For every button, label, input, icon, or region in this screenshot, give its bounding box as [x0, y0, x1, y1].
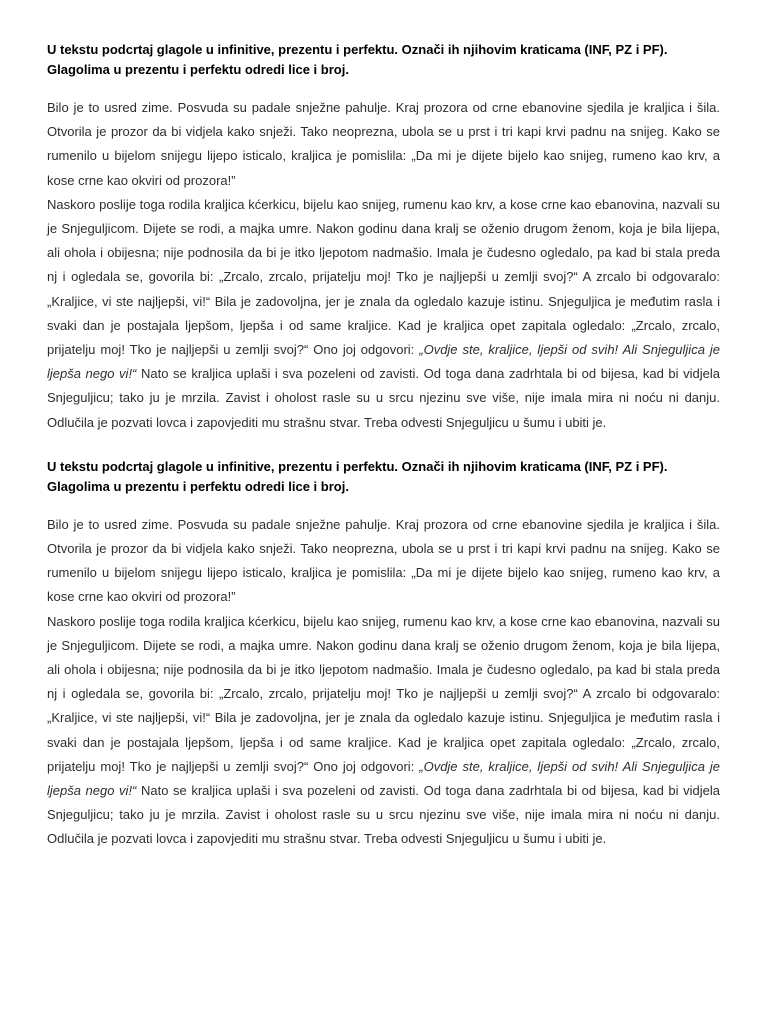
story-paragraph-1: Bilo je to usred zime. Posvuda su padale snježne pahulje. Kraj prozora od crne ebanovine sjedila je kraljica i šila. Otvorila je prozor da bi vidjela kako snježi. Tako neoprezna, ubola se u prst i tri kapi krvi padnu na snijeg. Kako se rumenilo u bijelom snijegu lijepo isticalo, kraljica je pomislila: „Da mi je dijete bijelo kao snijeg, rumeno kao krv, a kose crne kao okviri od prozora!”	[47, 516, 720, 605]
exercise-block-1	[47, 40, 720, 435]
story-paragraph-1: Bilo je to usred zime. Posvuda su padale snježne pahulje. Kraj prozora od crne ebanovine sjedila je kraljica i šila. Otvorila je prozor da bi vidjela kako snježi. Tako neoprezna, ubola se u prst i tri kapi krvi padnu na snijeg. Kako se rumenilo u bijelom snijegu lijepo isticalo, kraljica je pomislila: „Da mi je dijete bijelo kao snijeg, rumeno kao krv, a kose crne kao okviri od prozora!”	[47, 100, 720, 188]
story-text: Naskoro poslije toga rodila kraljica kćerkicu, bijelu kao snijeg, rumenu kao krv, a kose crne kao ebanovina, nazvali su je Snjeguljicom. Dijete se rodi, a majka umre. Nakon godinu dana kralj se oženio drugom ženom, koja je bila lijepa, ali ohola i obijesna; nije podnosila da bi je itko ljepotom nadmašio. Imala je čudesno ogledalo, pa kad bi stala preda nj i ogledala se, govorila bi: „Zrcalo, zrcalo, prijatelju moj! Tko je najljepši u zemlji svoj?“ A zrcalo bi odgovaralo: „Kraljice, vi ste najljepši, vi!“ Bila je zadovoljna, jer je znala da ogledalo kazuje istinu. Snjeguljica je međutim rasla i svaki dan je postajala ljepšom, ljepša i od same kraljice. Kad je kraljica opet zapitala ogledalo: „Zrcalo, zrcalo, prijatelju moj! Tko je najljepši u zemlji svoj?“ Ono joj odgovori:	[47, 613, 720, 774]
story-paragraph-2	[47, 610, 720, 852]
story-text: Nato se kraljica uplaši i sva pozeleni od zavisti. Od toga dana zadrhtala bi od bijesa, kad bi vidjela Snjeguljicu; tako ju je mrzila. Zavist i oholost rasle su u srcu njezinu sve više, nije imala mira ni noću ni danju. Odlučila je pozvati lovca i zapovjediti mu strašnu stvar. Treba odvesti Snjeguljicu u šumu i ubiti je.	[47, 366, 720, 430]
story-text: Naskoro poslije toga rodila kraljica kćerkicu, bijelu kao snijeg, rumenu kao krv, a kose crne kao ebanovina, nazvali su je Snjeguljicom. Dijete se rodi, a majka umre. Nakon godinu dana kralj se oženio drugom ženom, koja je bila lijepa, ali ohola i obijesna; nije podnosila da bi je itko ljepotom nadmašio. Imala je čudesno ogledalo, pa kad bi stala preda nj i ogledala se, govorila bi: „Zrcalo, zrcalo, prijatelju moj! Tko je najljepši u zemlji svoj?“ A zrcalo bi odgovaralo: „Kraljice, vi ste najljepši, vi!“ Bila je zadovoljna, jer je znala da ogledalo kazuje istinu. Snjeguljica je međutim rasla i svaki dan je postajala ljepšom, ljepša i od same kraljice. Kad je kraljica opet zapitala ogledalo: „Zrcalo, zrcalo, prijatelju moj! Tko je najljepši u zemlji svoj?“ Ono joj odgovori:	[47, 196, 720, 358]
mirror-answer-quote: „Ovdje ste, kraljice, ljepši od svih! Ali Snjeguljica je ljepša nego vi!“	[47, 342, 721, 382]
exercise-block-2	[47, 457, 720, 852]
exercise-instruction: U tekstu podcrtaj glagole u infinitive, prezentu i perfektu. Označi ih njihovim kraticama (INF, PZ i PF). Glagolima u prezentu i perfektu odredi lice i broj.	[47, 458, 668, 494]
story-text: Nato se kraljica uplaši i sva pozeleni od zavisti. Od toga dana zadrhtala bi od bijesa, kad bi vidjela Snjeguljicu; tako ju je mrzila. Zavist i oholost rasle su u srcu njezinu sve više, nije imala mira ni noću ni danju. Odlučila je pozvati lovca i zapovjediti mu strašnu stvar. Treba odvesti Snjeguljicu u šumu i ubiti je.	[47, 783, 720, 847]
mirror-answer-quote: „Ovdje ste, kraljice, ljepši od svih! Ali Snjeguljica je ljepša nego vi!“	[47, 758, 721, 799]
exercise-instruction: U tekstu podcrtaj glagole u infinitive, prezentu i perfektu. Označi ih njihovim kraticama (INF, PZ i PF). Glagolima u prezentu i perfektu odredi lice i broj.	[47, 42, 668, 77]
story-paragraph-2	[47, 193, 720, 435]
document-page	[47, 40, 720, 852]
